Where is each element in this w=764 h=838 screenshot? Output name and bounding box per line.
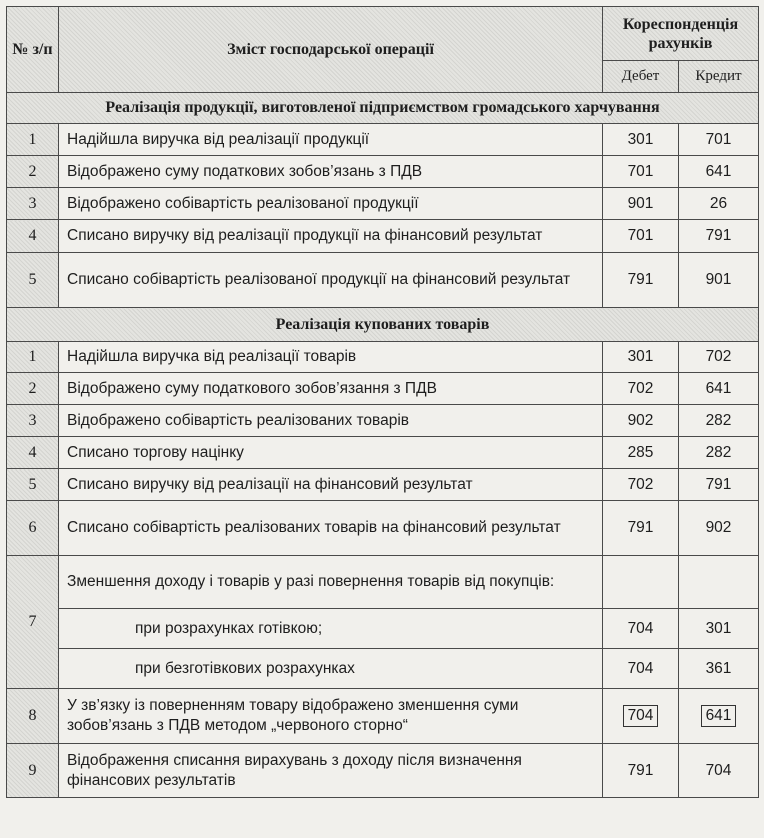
table-row bbox=[7, 405, 759, 437]
row-credit: 704 bbox=[679, 744, 759, 798]
row-debit: 901 bbox=[603, 188, 679, 220]
header-credit: Кредит bbox=[679, 61, 759, 93]
row-debit bbox=[603, 556, 679, 609]
row-number: 4 bbox=[7, 437, 59, 469]
table-row bbox=[7, 689, 759, 744]
row-debit: 791 bbox=[603, 501, 679, 556]
section-title: Реалізація продукції, виготовленої підприємством громадського харчування bbox=[7, 93, 759, 124]
row-credit bbox=[679, 556, 759, 609]
table-row bbox=[7, 220, 759, 253]
row-number: 5 bbox=[7, 253, 59, 308]
row-number: 1 bbox=[7, 124, 59, 156]
row-debit: 285 bbox=[603, 437, 679, 469]
row-credit: 791 bbox=[679, 220, 759, 253]
row-debit: 704 bbox=[603, 609, 679, 649]
row-number: 8 bbox=[7, 689, 59, 744]
row-text: при розрахунках готівкою; bbox=[59, 609, 603, 649]
row-credit: 26 bbox=[679, 188, 759, 220]
row-text: Списано собівартість реалізованої продукції на фінансовий результат bbox=[59, 253, 603, 308]
header-content: Зміст господарської операції bbox=[59, 7, 603, 93]
row-text: Списано собівартість реалізованих товарів на фінансовий результат bbox=[59, 501, 603, 556]
row-credit: 282 bbox=[679, 405, 759, 437]
row-debit: 701 bbox=[603, 220, 679, 253]
row-debit bbox=[603, 689, 679, 744]
table-row bbox=[7, 649, 759, 689]
row-number: 5 bbox=[7, 469, 59, 501]
table-row bbox=[7, 373, 759, 405]
row-debit: 702 bbox=[603, 373, 679, 405]
table-row bbox=[7, 188, 759, 220]
header-correspondence: Кореспонденція рахунків bbox=[603, 7, 759, 61]
row-number: 9 bbox=[7, 744, 59, 798]
row-debit: 791 bbox=[603, 744, 679, 798]
row-debit: 704 bbox=[603, 649, 679, 689]
row-text: Списано виручку від реалізації продукції на фінансовий результат bbox=[59, 220, 603, 253]
row-credit bbox=[679, 689, 759, 744]
row-credit: 702 bbox=[679, 342, 759, 373]
row-credit: 701 bbox=[679, 124, 759, 156]
row-text: Відображено суму податкового зобов’язання з ПДВ bbox=[59, 373, 603, 405]
row-credit: 641 bbox=[679, 373, 759, 405]
red-storno-box: 704 bbox=[623, 705, 659, 727]
row-credit: 361 bbox=[679, 649, 759, 689]
table-row bbox=[7, 156, 759, 188]
accounting-table bbox=[6, 6, 759, 798]
row-number: 3 bbox=[7, 188, 59, 220]
row-credit: 641 bbox=[679, 156, 759, 188]
row-number: 4 bbox=[7, 220, 59, 253]
row-text: Відображено собівартість реалізованих товарів bbox=[59, 405, 603, 437]
row-text: Списано виручку від реалізації на фінансовий результат bbox=[59, 469, 603, 501]
row-credit: 301 bbox=[679, 609, 759, 649]
row-number: 2 bbox=[7, 373, 59, 405]
row-text: Надійшла виручка від реалізації продукції bbox=[59, 124, 603, 156]
row-credit: 902 bbox=[679, 501, 759, 556]
row-text: Відображено суму податкових зобов’язань з ПДВ bbox=[59, 156, 603, 188]
table-row bbox=[7, 744, 759, 798]
table-row bbox=[7, 501, 759, 556]
row-text: Списано торгову націнку bbox=[59, 437, 603, 469]
row-number: 1 bbox=[7, 342, 59, 373]
row-credit: 791 bbox=[679, 469, 759, 501]
row-debit: 301 bbox=[603, 342, 679, 373]
header-number: № з/п bbox=[7, 7, 59, 93]
table-row bbox=[7, 253, 759, 308]
row-debit: 702 bbox=[603, 469, 679, 501]
red-storno-box: 641 bbox=[701, 705, 737, 727]
row-number: 6 bbox=[7, 501, 59, 556]
row-text: Зменшення доходу і товарів у разі повернення товарів від покупців: bbox=[59, 556, 603, 609]
row-debit: 301 bbox=[603, 124, 679, 156]
row-debit: 902 bbox=[603, 405, 679, 437]
row-debit: 701 bbox=[603, 156, 679, 188]
section-title: Реалізація купованих товарів bbox=[7, 308, 759, 342]
row-number: 7 bbox=[7, 556, 59, 689]
row-text: Надійшла виручка від реалізації товарів bbox=[59, 342, 603, 373]
table-row bbox=[7, 469, 759, 501]
table-row bbox=[7, 124, 759, 156]
row-text: Відображення списання вирахувань з доходу після визначення фінансових результатів bbox=[59, 744, 603, 798]
table-row bbox=[7, 437, 759, 469]
row-debit: 791 bbox=[603, 253, 679, 308]
header-debit: Дебет bbox=[603, 61, 679, 93]
table-row bbox=[7, 342, 759, 373]
table-row bbox=[7, 609, 759, 649]
row-text: Відображено собівартість реалізованої продукції bbox=[59, 188, 603, 220]
row-number: 3 bbox=[7, 405, 59, 437]
row-number: 2 bbox=[7, 156, 59, 188]
row-text: при безготівкових розрахунках bbox=[59, 649, 603, 689]
row-credit: 901 bbox=[679, 253, 759, 308]
row-credit: 282 bbox=[679, 437, 759, 469]
row-text: У зв’язку із поверненням товару відображено зменшення суми зобов’язань з ПДВ методом „червоного сторно“ bbox=[59, 689, 603, 744]
table-row bbox=[7, 556, 759, 609]
